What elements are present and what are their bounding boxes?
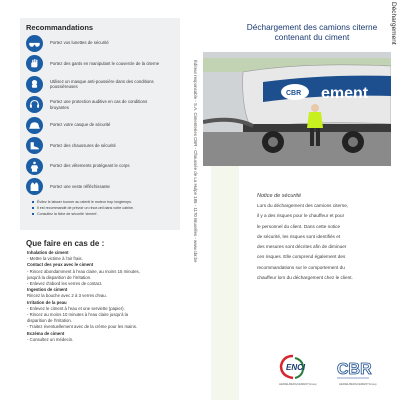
- recommendation-item: [24, 136, 176, 157]
- side-tab: [386, 2, 398, 56]
- truck-photo: [203, 52, 391, 166]
- side-tab-label: Déchargement: [390, 2, 397, 45]
- recommendation-item: [24, 95, 176, 116]
- notice-line: il y a des risques pour le chauffeur et pour: [257, 213, 345, 219]
- recommendation-notes: [24, 199, 176, 217]
- recommendation-item: [24, 177, 176, 198]
- recommendation-item: [24, 74, 176, 95]
- notice-line: recommandations sur le comportement du: [257, 264, 345, 270]
- recommendation-text: Portez des vêtements protégeant le corps: [50, 163, 130, 169]
- document-title: Déchargement des camions citerne contenant du ciment: [246, 22, 378, 42]
- logos: [273, 352, 393, 392]
- notice-line: des mesures sont décrites afin de diminuer: [257, 244, 347, 250]
- ear-protection-icon: [26, 96, 43, 113]
- cbr-logo: [337, 361, 377, 386]
- notice-line: le personnel du client. Dans cette notice: [257, 223, 341, 229]
- section-heading: Inhalation de ciment: [27, 250, 69, 255]
- notice-title: Notice de sécurité: [257, 193, 302, 199]
- recommendations-box: [20, 18, 180, 230]
- recommendations-title: Recommandations: [26, 23, 94, 32]
- cbr-sub: HEIDELBERGCEMENTGroup: [339, 382, 377, 386]
- enci-logo: [279, 356, 317, 386]
- safety-glasses-icon: [26, 35, 43, 52]
- note-item: Évitez le laisser tourner au ralenti le moteur trop longtemps.: [32, 199, 176, 205]
- safety-vest-icon: [26, 178, 43, 195]
- notice-body: [257, 201, 397, 283]
- company-logos: [273, 352, 393, 392]
- recommendation-text: Portez vos lunettes de sécurité: [50, 40, 109, 46]
- instruction-line: - Rincez au moins 10 minutes à l'eau claire jusqu'à la: [27, 312, 128, 318]
- instruction-line: - Enlevez d'abord les verres de contact.: [27, 281, 103, 287]
- recommendation-text: Portez des gants en manipulant le couvercle de la citerne: [50, 60, 160, 66]
- recommendation-item: [24, 33, 176, 54]
- recommendation-item: [24, 54, 176, 75]
- note-item: Consultez la fiche de sécurité 'ciment'.: [32, 211, 176, 217]
- recommendation-item: [24, 156, 176, 177]
- section-heading: Contact des yeux avec le ciment: [27, 262, 94, 268]
- notice-line: Lors du déchargement des camions citerne,: [257, 203, 349, 208]
- publisher-strip: [186, 60, 198, 350]
- instruction-line: - Consultez un médecin.: [27, 336, 74, 342]
- left-panel: [20, 18, 180, 390]
- recommendation-text: Portez votre casque de sécurité: [50, 122, 111, 128]
- what-to-do-title: Que faire en cas de :: [26, 239, 105, 248]
- truck-logo-text: CBR: [286, 90, 302, 97]
- notice-line: ces risques. Elle comprend également des: [257, 254, 346, 260]
- instruction-line: Rincez la bouche avec 2 à 3 verres d'eau.: [27, 293, 107, 299]
- instruction-line: jusqu'à la disparition de l'irritation.: [27, 274, 92, 280]
- instruction-line: - Traitez éventuellement avec de la crème pour les mains.: [27, 324, 138, 330]
- enci-sub: HEIDELBERGCEMENTGroup: [279, 382, 317, 386]
- safety-notice: [257, 193, 397, 283]
- instruction-line: - Enlevez le ciment à l'eau et une serviette (papier).: [27, 305, 125, 311]
- section-heading: Ingestion de ciment: [27, 287, 68, 293]
- recommendation-item: [24, 115, 176, 136]
- publisher-text: Éditeur responsable - S.A. Cimenteries CBR - Chaussée de La Hulpe 185 - 1170 Bruxelles - www.cbr.be: [193, 60, 198, 263]
- enci-text: ENCI: [286, 363, 306, 372]
- instruction-line: disparition de l'irritation.: [27, 318, 73, 324]
- right-panel: [203, 0, 400, 400]
- notice-line: chauffeur lors du déchargement chez le client.: [257, 275, 353, 281]
- protective-clothing-icon: [26, 158, 43, 175]
- recommendation-text: Portez des chaussures de sécurité: [50, 142, 116, 148]
- dust-mask-icon: [26, 76, 43, 93]
- truck-illustration: [203, 52, 391, 166]
- safety-shoes-icon: [26, 137, 43, 154]
- note-item: Il est recommandé de prévoir un rince-œil dans votre cabine.: [32, 205, 176, 211]
- section-heading: Eczéma de ciment: [27, 330, 65, 336]
- truck-text: ement: [321, 85, 369, 102]
- section-heading: Irritation de la peau: [27, 299, 67, 305]
- cbr-text: CBR: [337, 361, 372, 378]
- green-side-band: [211, 166, 239, 400]
- gloves-icon: [26, 55, 43, 72]
- recommendation-text: Portez une protection auditive en cas de conditions bruyantes: [50, 99, 148, 110]
- instruction-line: - Mettre la victime à l'air frais.: [27, 256, 83, 262]
- what-to-do-box: [20, 234, 180, 390]
- helmet-icon: [26, 117, 43, 134]
- recommendation-text: Portez une veste réfléchissante: [50, 183, 110, 189]
- notice-line: de sécurité, les risques sont identifiés et: [257, 233, 341, 239]
- recommendation-text: Utilisez un masque anti-poussière dans des conditions poussiéreuses: [50, 78, 154, 90]
- instruction-line: - Rincez abondamment à l'eau claire, au moins 15 minutes,: [27, 268, 140, 274]
